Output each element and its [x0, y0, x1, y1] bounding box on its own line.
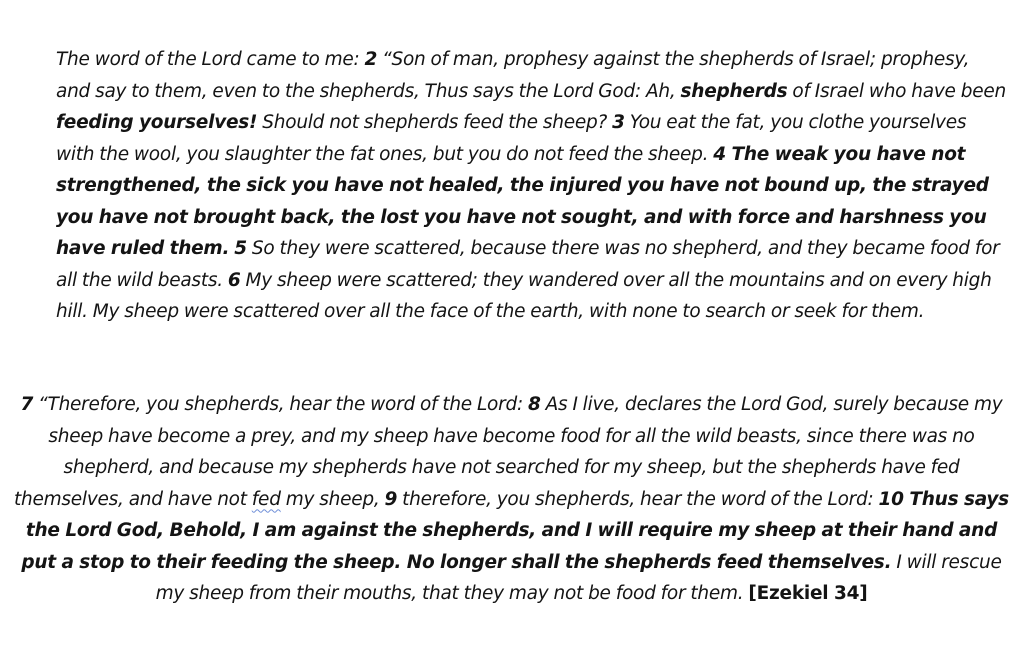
verse-10-bold: 10 Thus says the Lord God, Behold, I am against the shepherds, and I will require my sheep at their hand and put a stop to their feeding the sheep. No longer shall the shepherds feed themselves.	[21, 488, 1009, 573]
verse-number-6: 6	[227, 269, 241, 291]
verse-number-9: 9	[384, 488, 398, 510]
text-run: Should not shepherds feed the sheep?	[257, 112, 613, 133]
text-run: The word of the Lord came to me:	[56, 49, 365, 70]
bold-phrase-feeding-yourselves: feeding yourselves!	[56, 112, 258, 133]
bold-phrase-shepherds: shepherds	[680, 80, 788, 102]
text-run: my sheep,	[280, 488, 385, 510]
text-run: I will rescue my sheep from their mouths, that they may not be food for them.	[155, 551, 1002, 604]
scripture-paragraph-1	[56, 44, 1006, 328]
verse-number-5: 5	[234, 238, 247, 259]
verse-number-3: 3	[612, 112, 625, 133]
text-run: “Son of man, prophesy against the shepherds of Israel; prophesy, and say to them, even to the shepherds, Thus says the Lord God: Ah,	[56, 49, 970, 102]
text-run: therefore, you shepherds, hear the word of the Lord:	[397, 488, 879, 510]
text-run: “Therefore, you shepherds, hear the word of the Lord:	[33, 394, 528, 415]
verse-4-bold: 4 The weak you have not strengthened, the sick you have not healed, the injured you have not bound up, the strayed you have not brought back, the lost you have not sought, and with force and harshness you have ruled them.	[56, 143, 989, 259]
text-run: So they were scattered, because there was no shepherd, and they became food for all the wild beasts.	[56, 238, 1000, 291]
text-run: As I live, declares the Lord God, surely because my sheep have become a prey, and my sheep have become food for all the wild beasts, since there was no shepherd, and because my shepherds have not searched for my sheep, but the shepherds have fed themselves, and have not	[14, 394, 1003, 510]
verse-number-8: 8	[527, 394, 541, 415]
text-run: My sheep were scattered; they wandered over all the mountains and on every high hill. My sheep were scattered over all the face of the earth, with none to search or seek for them.	[56, 269, 992, 322]
verse-number-7: 7	[20, 394, 34, 415]
text-run: You eat the fat, you clothe yourselves with the wool, you slaughter the fat ones, but you do not feed the sheep.	[56, 112, 967, 165]
scripture-reference: [Ezekiel 34]	[748, 583, 868, 604]
scripture-paragraph-2	[10, 389, 1013, 610]
verse-number-2: 2	[364, 49, 378, 70]
spellcheck-flagged-word[interactable]: fed	[251, 488, 281, 510]
text-run: of Israel who have been	[787, 80, 1006, 102]
